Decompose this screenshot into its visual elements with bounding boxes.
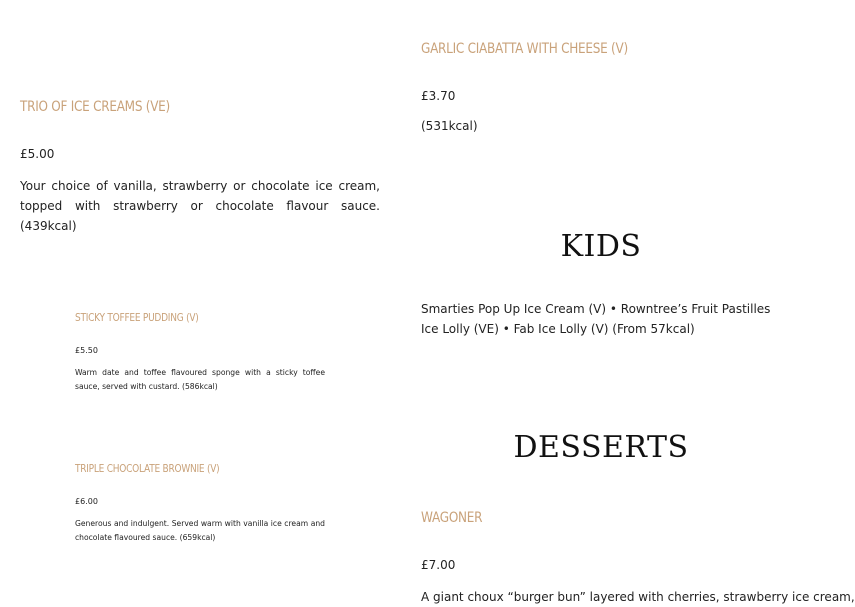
wagoner-title: WAGONER bbox=[421, 510, 483, 526]
brownie-title: TRIPLE CHOCOLATE BROWNIE (V) bbox=[75, 463, 220, 475]
brownie-price: £6.00 bbox=[75, 497, 98, 506]
kids-heading: KIDS bbox=[560, 229, 642, 264]
kids-description: Smarties Pop Up Ice Cream (V) • Rowntree’s Fruit Pastilles Ice Lolly (VE) • Fab Ice Lolly (V) (From 57kcal) bbox=[421, 302, 771, 336]
trio-description: Your choice of vanilla, strawberry or chocolate ice cream, topped with strawberry or chocolate flavour sauce. (439kcal) bbox=[20, 179, 380, 233]
sticky-title: STICKY TOFFEE PUDDING (V) bbox=[75, 312, 199, 324]
wagoner-price: £7.00 bbox=[421, 558, 456, 572]
sticky-description: Warm date and toffee flavoured sponge with a sticky toffee sauce, served with custard. (586kcal) bbox=[75, 368, 325, 391]
wagoner-description: A giant choux “burger bun” layered with cherries, strawberry ice cream, bbox=[421, 590, 855, 604]
garlic-kcal: (531kcal) bbox=[421, 119, 478, 133]
desserts-heading: DESSERTS bbox=[513, 430, 689, 465]
sticky-price: £5.50 bbox=[75, 346, 98, 355]
garlic-title: GARLIC CIABATTA WITH CHEESE (V) bbox=[421, 41, 628, 57]
trio-title: TRIO OF ICE CREAMS (VE) bbox=[20, 99, 170, 115]
garlic-price: £3.70 bbox=[421, 89, 456, 103]
trio-price: £5.00 bbox=[20, 147, 55, 161]
brownie-description: Generous and indulgent. Served warm with vanilla ice cream and chocolate flavoured sauce. (659kcal) bbox=[75, 519, 325, 542]
